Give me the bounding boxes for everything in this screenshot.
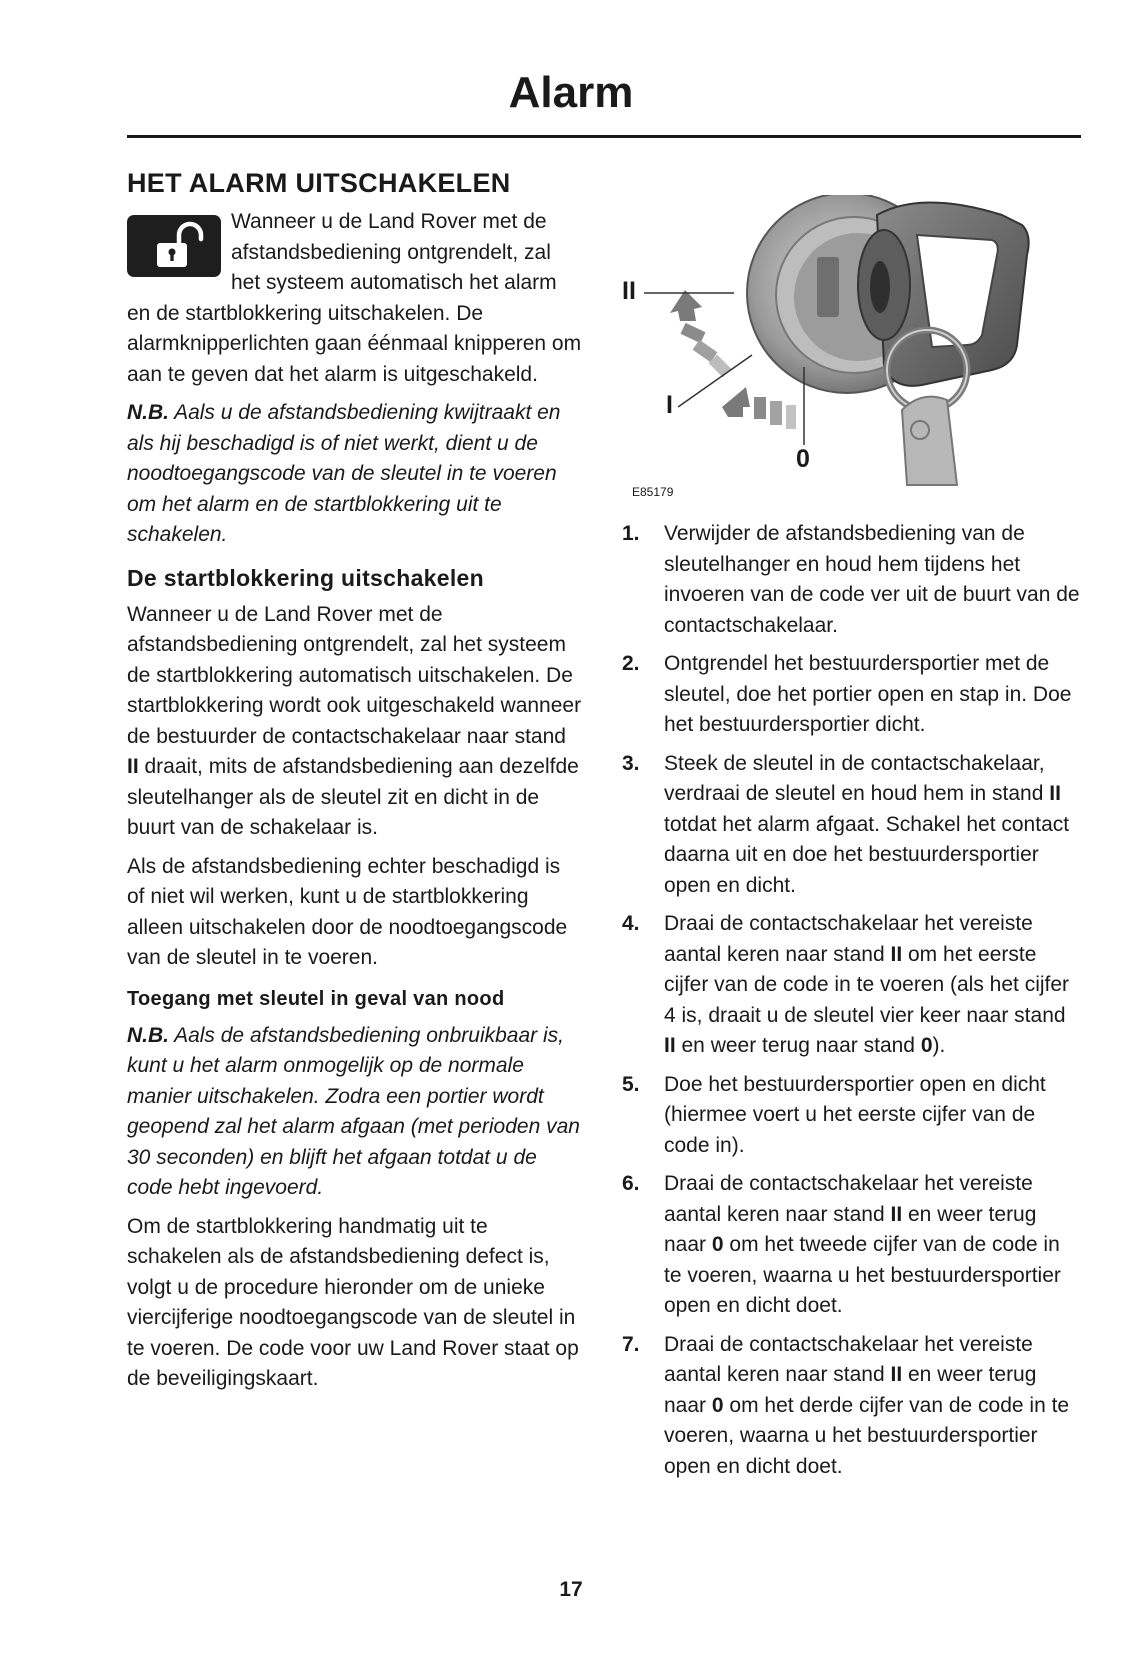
list-item [622, 1330, 1082, 1483]
text-run: draait, mits de afstandsbediening aan dezelfde sleutelhanger als de sleutel zit en dicht in de buurt van de schakelaar is. [127, 755, 579, 839]
list-item [622, 909, 1082, 1062]
position-label: 0 [711, 1233, 724, 1256]
step-text: Draai de contactschakelaar het vereiste aantal keren naar stand [664, 912, 1033, 966]
position-label: II [664, 1034, 676, 1057]
left-column [127, 168, 583, 1403]
step-text: Verwijder de afstandsbediening van de sleutelhanger en houd hem tijdens het invoeren van de code ver uit de buurt van de contactschakelaar. [664, 522, 1080, 637]
position-label: 0 [711, 1393, 724, 1417]
ignition-key-icon [622, 195, 1082, 505]
label-position-II: II [622, 277, 636, 305]
position-label: II [890, 1363, 903, 1386]
page-number: 17 [559, 1578, 583, 1601]
position-label: II [127, 755, 139, 778]
step-text: en weer terug naar [664, 1363, 1037, 1417]
intro-block [127, 207, 583, 398]
unlock-padlock-icon [127, 215, 221, 277]
intro-paragraph: Wanneer u de Land Rover met de afstandsbediening ontgrendelt, zal het systeem automatisch het alarm en de startblokkering uitschakelen. De alarmknipperlichten gaan éénmaal knipperen om aan te geven dat het alarm is uitgeschakeld. [127, 210, 582, 386]
step-text: Draai de contactschakelaar het vereiste aantal keren naar stand [664, 1172, 1033, 1226]
list-item [622, 1070, 1082, 1162]
label-position-I: I [666, 391, 673, 419]
step-text: om het tweede cijfer van de code in te voeren, waarna u het bestuurdersportier open en dicht doet. [664, 1233, 1061, 1317]
emergency-paragraph: Om de startblokkering handmatig uit te schakelen als de afstandsbediening defect is, volgt u de procedure hieronder om de unieke viercijferige noodtoegangscode van de sleutel in te voeren. De code voor uw Land Rover staat op de beveiligingskaart. [127, 1214, 579, 1390]
step-text: Doe het bestuurdersportier open en dicht (hiermee voert u het eerste cijfer van de code in). [664, 1072, 1046, 1157]
label-position-0: 0 [796, 445, 810, 473]
section-heading: HET ALARM UITSCHAKELEN [127, 168, 511, 198]
step-text: om het eerste cijfer van de code in te voeren (als het cijfer 4 is, draait u de sleutel vier keer naar stand [664, 942, 1070, 1027]
step-text: en weer terug naar [664, 1202, 1037, 1256]
step-number: 3. [622, 751, 640, 775]
note-lost-remote [127, 398, 583, 551]
step-text: totdat het alarm afgaat. Schakel het contact daarna uit en doe het bestuurdersportier open en dicht. [664, 812, 1070, 897]
emergency-heading: Toegang met sleutel in geval van nood [127, 987, 505, 1010]
immobiliser-paragraph-2: Als de afstandsbediening echter beschadigd is of niet wil werken, kunt u de startblokkering alleen uitschakelen door de noodtoegangscode van de sleutel in te voeren. [127, 854, 568, 969]
step-text: Steek de sleutel in de contactschakelaar, verdraai de sleutel en houd hem in stand [664, 751, 1050, 805]
list-item [622, 1169, 1082, 1322]
list-item [622, 519, 1082, 641]
title-divider [127, 135, 1081, 138]
note-emergency [127, 1021, 583, 1204]
position-label: II [890, 942, 903, 966]
immobiliser-paragraph-1 [127, 600, 583, 844]
text-run: Wanneer u de Land Rover met de afstandsbediening ontgrendelt, zal het systeem de startblokkering automatisch uitschakelen. De startblokkering wordt ook uitgeschakeld wanneer de bestuurder de contactschakelaar naar stand [127, 602, 582, 748]
step-number: 2. [622, 652, 640, 675]
ignition-figure [622, 195, 1082, 505]
note-prefix: N.B. [127, 1023, 169, 1047]
step-number: 4. [622, 912, 640, 935]
step-number: 5. [622, 1072, 640, 1096]
note-prefix: N.B. [127, 401, 169, 424]
step-text: om het derde cijfer van de code in te voeren, waarna u het bestuurdersportier open en dicht doet. [664, 1393, 1070, 1478]
list-item [622, 749, 1082, 902]
step-text: Draai de contactschakelaar het vereiste aantal keren naar stand [664, 1332, 1033, 1386]
position-label: 0 [920, 1034, 933, 1057]
position-label: II [1049, 782, 1061, 805]
step-text: en weer terug naar stand [675, 1034, 921, 1057]
step-text: ). [932, 1034, 946, 1057]
step-text: Ontgrendel het bestuurdersportier met de sleutel, doe het portier open en stap in. Doe het bestuurdersportier dicht. [664, 652, 1072, 736]
note-text: Aals de afstandsbediening onbruikbaar is, kunt u het alarm onmogelijk op de normale manier uitschakelen. Zodra een portier wordt geopend zal het alarm afgaan (met perioden van 30 seconden) en blijft het afgaan totdat u de code hebt ingevoerd. [127, 1023, 580, 1199]
immobiliser-heading: De startblokkering uitschakelen [127, 564, 484, 591]
figure-code: E85179 [632, 485, 674, 499]
right-column [622, 195, 1082, 1490]
procedure-steps [622, 519, 1082, 1482]
note-text: Aals u de afstandsbediening kwijtraakt en als hij beschadigd is of niet werkt, dient u de noodtoegangscode van de sleutel in te voeren om het alarm en de startblokkering uit te schakelen. [127, 401, 561, 546]
list-item [622, 649, 1082, 741]
step-number: 1. [622, 522, 640, 545]
step-number: 7. [622, 1332, 640, 1356]
page-title: Alarm [508, 68, 634, 117]
step-number: 6. [622, 1172, 640, 1195]
position-label: II [890, 1202, 903, 1226]
